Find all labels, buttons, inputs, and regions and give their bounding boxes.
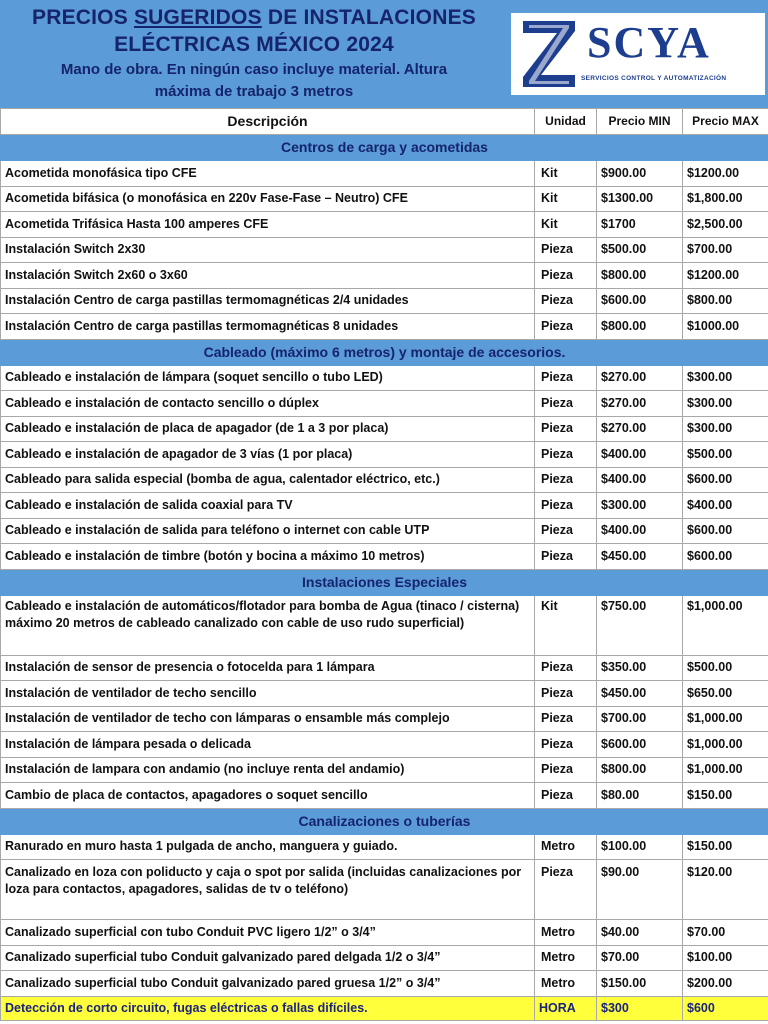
row-price-max: $70.00 xyxy=(683,920,768,946)
row-description: Instalación de ventilador de techo sencillo xyxy=(1,681,535,707)
row-price-min: $90.00 xyxy=(597,860,683,920)
table-row xyxy=(1,365,768,391)
table-row xyxy=(1,945,768,971)
table-row xyxy=(1,391,768,417)
row-description: Acometida monofásica tipo CFE xyxy=(1,161,535,187)
row-unit: HORA xyxy=(535,996,597,1020)
row-price-max: $2,500.00 xyxy=(683,212,768,238)
row-price-min: $600.00 xyxy=(597,732,683,758)
row-price-min: $400.00 xyxy=(597,467,683,493)
row-description: Detección de corto circuito, fugas eléctricas o fallas difíciles. xyxy=(1,996,535,1020)
row-price-max: $150.00 xyxy=(683,834,768,860)
row-price-min: $1300.00 xyxy=(597,186,683,212)
row-unit: Pieza xyxy=(535,416,597,442)
row-description: Instalación de sensor de presencia o fotocelda para 1 lámpara xyxy=(1,655,535,681)
row-price-min: $350.00 xyxy=(597,655,683,681)
row-price-max: $600.00 xyxy=(683,544,768,570)
row-unit: Pieza xyxy=(535,365,597,391)
section-header-row xyxy=(1,808,768,834)
row-price-min: $450.00 xyxy=(597,681,683,707)
row-price-min: $150.00 xyxy=(597,971,683,997)
col-header-max: Precio MAX xyxy=(683,109,768,135)
section-title: Canalizaciones o tuberías xyxy=(1,808,768,834)
row-description: Instalación Centro de carga pastillas termomagnéticas 8 unidades xyxy=(1,314,535,340)
page-subtitle-line1: Mano de obra. En ningún caso incluye material. Altura xyxy=(60,61,448,78)
title-part1: PRECIOS xyxy=(32,6,134,29)
row-price-min: $270.00 xyxy=(597,416,683,442)
col-header-description: Descripción xyxy=(1,109,535,135)
row-price-max: $120.00 xyxy=(683,860,768,920)
table-row xyxy=(1,920,768,946)
table-row xyxy=(1,544,768,570)
table-header-row xyxy=(1,109,768,135)
row-price-max: $300.00 xyxy=(683,365,768,391)
row-price-min: $800.00 xyxy=(597,757,683,783)
row-unit: Pieza xyxy=(535,314,597,340)
row-price-max: $150.00 xyxy=(683,783,768,809)
table-row xyxy=(1,467,768,493)
col-header-unit: Unidad xyxy=(535,109,597,135)
table-row xyxy=(1,834,768,860)
row-description: Canalizado superficial tubo Conduit galvanizado pared gruesa 1/2” o 3/4” xyxy=(1,971,535,997)
title-underlined: SUGERIDOS xyxy=(133,6,262,29)
row-price-min: $400.00 xyxy=(597,518,683,544)
row-price-min: $450.00 xyxy=(597,544,683,570)
row-unit: Pieza xyxy=(535,655,597,681)
row-unit: Pieza xyxy=(535,467,597,493)
row-description: Ranurado en muro hasta 1 pulgada de ancho, manguera y guiado. xyxy=(1,834,535,860)
row-description: Acometida bifásica (o monofásica en 220v Fase-Fase – Neutro) CFE xyxy=(1,186,535,212)
page-header xyxy=(0,0,768,108)
table-row xyxy=(1,971,768,997)
row-price-min: $300.00 xyxy=(597,493,683,519)
table-row xyxy=(1,212,768,238)
row-description: Cableado e instalación de timbre (botón y bocina a máximo 10 metros) xyxy=(1,544,535,570)
row-price-min: $300 xyxy=(597,996,683,1020)
row-description: Cableado e instalación de salida coaxial para TV xyxy=(1,493,535,519)
table-row xyxy=(1,783,768,809)
row-price-max: $600 xyxy=(683,996,768,1020)
row-description: Cableado e instalación de salida para teléfono o internet con cable UTP xyxy=(1,518,535,544)
row-description: Cableado e instalación de apagador de 3 vías (1 por placa) xyxy=(1,442,535,468)
table-row xyxy=(1,416,768,442)
row-price-max: $1000.00 xyxy=(683,314,768,340)
row-unit: Kit xyxy=(535,595,597,655)
row-unit: Metro xyxy=(535,920,597,946)
row-description: Instalación Centro de carga pastillas termomagnéticas 2/4 unidades xyxy=(1,288,535,314)
page-subtitle-line2: máxima de trabajo 3 metros xyxy=(154,83,354,100)
table-row xyxy=(1,288,768,314)
row-unit: Kit xyxy=(535,212,597,238)
row-price-max: $1,000.00 xyxy=(683,595,768,655)
row-price-min: $900.00 xyxy=(597,161,683,187)
row-price-max: $100.00 xyxy=(683,945,768,971)
row-unit: Metro xyxy=(535,971,597,997)
row-description: Instalación de lampara con andamio (no incluye renta del andamio) xyxy=(1,757,535,783)
row-price-max: $1,800.00 xyxy=(683,186,768,212)
row-price-min: $40.00 xyxy=(597,920,683,946)
row-description: Instalación Switch 2x60 o 3x60 xyxy=(1,263,535,289)
row-description: Instalación de ventilador de techo con lámparas o ensamble más complejo xyxy=(1,706,535,732)
row-unit: Pieza xyxy=(535,706,597,732)
table-row xyxy=(1,314,768,340)
row-unit: Metro xyxy=(535,834,597,860)
table-row xyxy=(1,237,768,263)
row-price-max: $500.00 xyxy=(683,655,768,681)
row-unit: Pieza xyxy=(535,288,597,314)
row-unit: Pieza xyxy=(535,493,597,519)
row-description: Cableado e instalación de placa de apagador (de 1 a 3 por placa) xyxy=(1,416,535,442)
section-title: Instalaciones Especiales xyxy=(1,569,768,595)
section-title: Cableado (máximo 6 metros) y montaje de accesorios. xyxy=(1,339,768,365)
table-row xyxy=(1,655,768,681)
row-price-max: $400.00 xyxy=(683,493,768,519)
page-title xyxy=(0,4,508,31)
table-row xyxy=(1,518,768,544)
logo-tagline: SERVICIOS CONTROL Y AUTOMATIZACIÓN xyxy=(581,75,727,82)
row-unit: Pieza xyxy=(535,518,597,544)
row-price-min: $800.00 xyxy=(597,314,683,340)
section-header-row xyxy=(1,339,768,365)
row-description: Cableado e instalación de contacto sencillo o dúplex xyxy=(1,391,535,417)
row-unit: Pieza xyxy=(535,681,597,707)
row-price-min: $800.00 xyxy=(597,263,683,289)
row-unit: Pieza xyxy=(535,860,597,920)
section-header-row xyxy=(1,135,768,161)
table-row xyxy=(1,757,768,783)
table-row xyxy=(1,706,768,732)
row-unit: Metro xyxy=(535,945,597,971)
row-price-max: $600.00 xyxy=(683,518,768,544)
row-description: Canalizado en loza con poliducto y caja o spot por salida (incluidas canalizaciones por loza para contactos, apagadores, salidas de tv o teléfono) xyxy=(1,860,535,920)
table-row xyxy=(1,442,768,468)
table-row xyxy=(1,860,768,920)
row-unit: Pieza xyxy=(535,783,597,809)
row-description: Instalación de lámpara pesada o delicada xyxy=(1,732,535,758)
header-text xyxy=(0,4,508,102)
row-unit: Pieza xyxy=(535,442,597,468)
row-price-max: $700.00 xyxy=(683,237,768,263)
row-description: Cableado e instalación de lámpara (soquet sencillo o tubo LED) xyxy=(1,365,535,391)
page-title-line2: ELÉCTRICAS MÉXICO 2024 xyxy=(114,33,394,56)
row-price-min: $270.00 xyxy=(597,391,683,417)
row-price-max: $1,000.00 xyxy=(683,757,768,783)
row-price-max: $300.00 xyxy=(683,391,768,417)
row-description: Cableado e instalación de automáticos/flotador para bomba de Agua (tinaco / cisterna) máximo 20 metros de cableado canalizado con cable de uso rudo superficial) xyxy=(1,595,535,655)
row-price-min: $750.00 xyxy=(597,595,683,655)
row-price-min: $270.00 xyxy=(597,365,683,391)
title-part2: DE INSTALACIONES xyxy=(261,6,476,29)
row-price-max: $300.00 xyxy=(683,416,768,442)
row-price-min: $100.00 xyxy=(597,834,683,860)
logo xyxy=(511,13,765,95)
table-row xyxy=(1,161,768,187)
row-unit: Kit xyxy=(535,186,597,212)
row-price-min: $70.00 xyxy=(597,945,683,971)
table-row xyxy=(1,263,768,289)
row-price-max: $800.00 xyxy=(683,288,768,314)
row-price-max: $1,000.00 xyxy=(683,706,768,732)
table-row xyxy=(1,732,768,758)
row-description: Canalizado superficial tubo Conduit galvanizado pared delgada 1/2 o 3/4” xyxy=(1,945,535,971)
row-description: Cableado para salida especial (bomba de agua, calentador eléctrico, etc.) xyxy=(1,467,535,493)
table-row xyxy=(1,493,768,519)
row-unit: Pieza xyxy=(535,237,597,263)
row-price-max: $1200.00 xyxy=(683,263,768,289)
highlighted-row xyxy=(1,996,768,1020)
row-price-max: $200.00 xyxy=(683,971,768,997)
row-description: Cambio de placa de contactos, apagadores o soquet sencillo xyxy=(1,783,535,809)
row-unit: Pieza xyxy=(535,732,597,758)
col-header-min: Precio MIN xyxy=(597,109,683,135)
row-price-min: $600.00 xyxy=(597,288,683,314)
row-unit: Pieza xyxy=(535,263,597,289)
scya-logo-mark-icon xyxy=(519,19,579,89)
row-price-min: $700.00 xyxy=(597,706,683,732)
row-unit: Pieza xyxy=(535,544,597,570)
price-table xyxy=(0,108,768,1021)
row-price-max: $650.00 xyxy=(683,681,768,707)
row-price-max: $500.00 xyxy=(683,442,768,468)
row-price-min: $400.00 xyxy=(597,442,683,468)
table-body xyxy=(1,135,768,1021)
row-price-min: $1700 xyxy=(597,212,683,238)
table-row xyxy=(1,595,768,655)
table-row xyxy=(1,681,768,707)
row-price-max: $1,000.00 xyxy=(683,732,768,758)
row-price-max: $1200.00 xyxy=(683,161,768,187)
row-price-max: $600.00 xyxy=(683,467,768,493)
row-unit: Pieza xyxy=(535,391,597,417)
row-description: Instalación Switch 2x30 xyxy=(1,237,535,263)
row-unit: Kit xyxy=(535,161,597,187)
row-description: Canalizado superficial con tubo Conduit PVC ligero 1/2” o 3/4” xyxy=(1,920,535,946)
table-row xyxy=(1,186,768,212)
row-price-min: $500.00 xyxy=(597,237,683,263)
row-unit: Pieza xyxy=(535,757,597,783)
section-header-row xyxy=(1,569,768,595)
row-description: Acometida Trifásica Hasta 100 amperes CFE xyxy=(1,212,535,238)
row-price-min: $80.00 xyxy=(597,783,683,809)
section-title: Centros de carga y acometidas xyxy=(1,135,768,161)
logo-name: SCYA xyxy=(587,18,711,67)
